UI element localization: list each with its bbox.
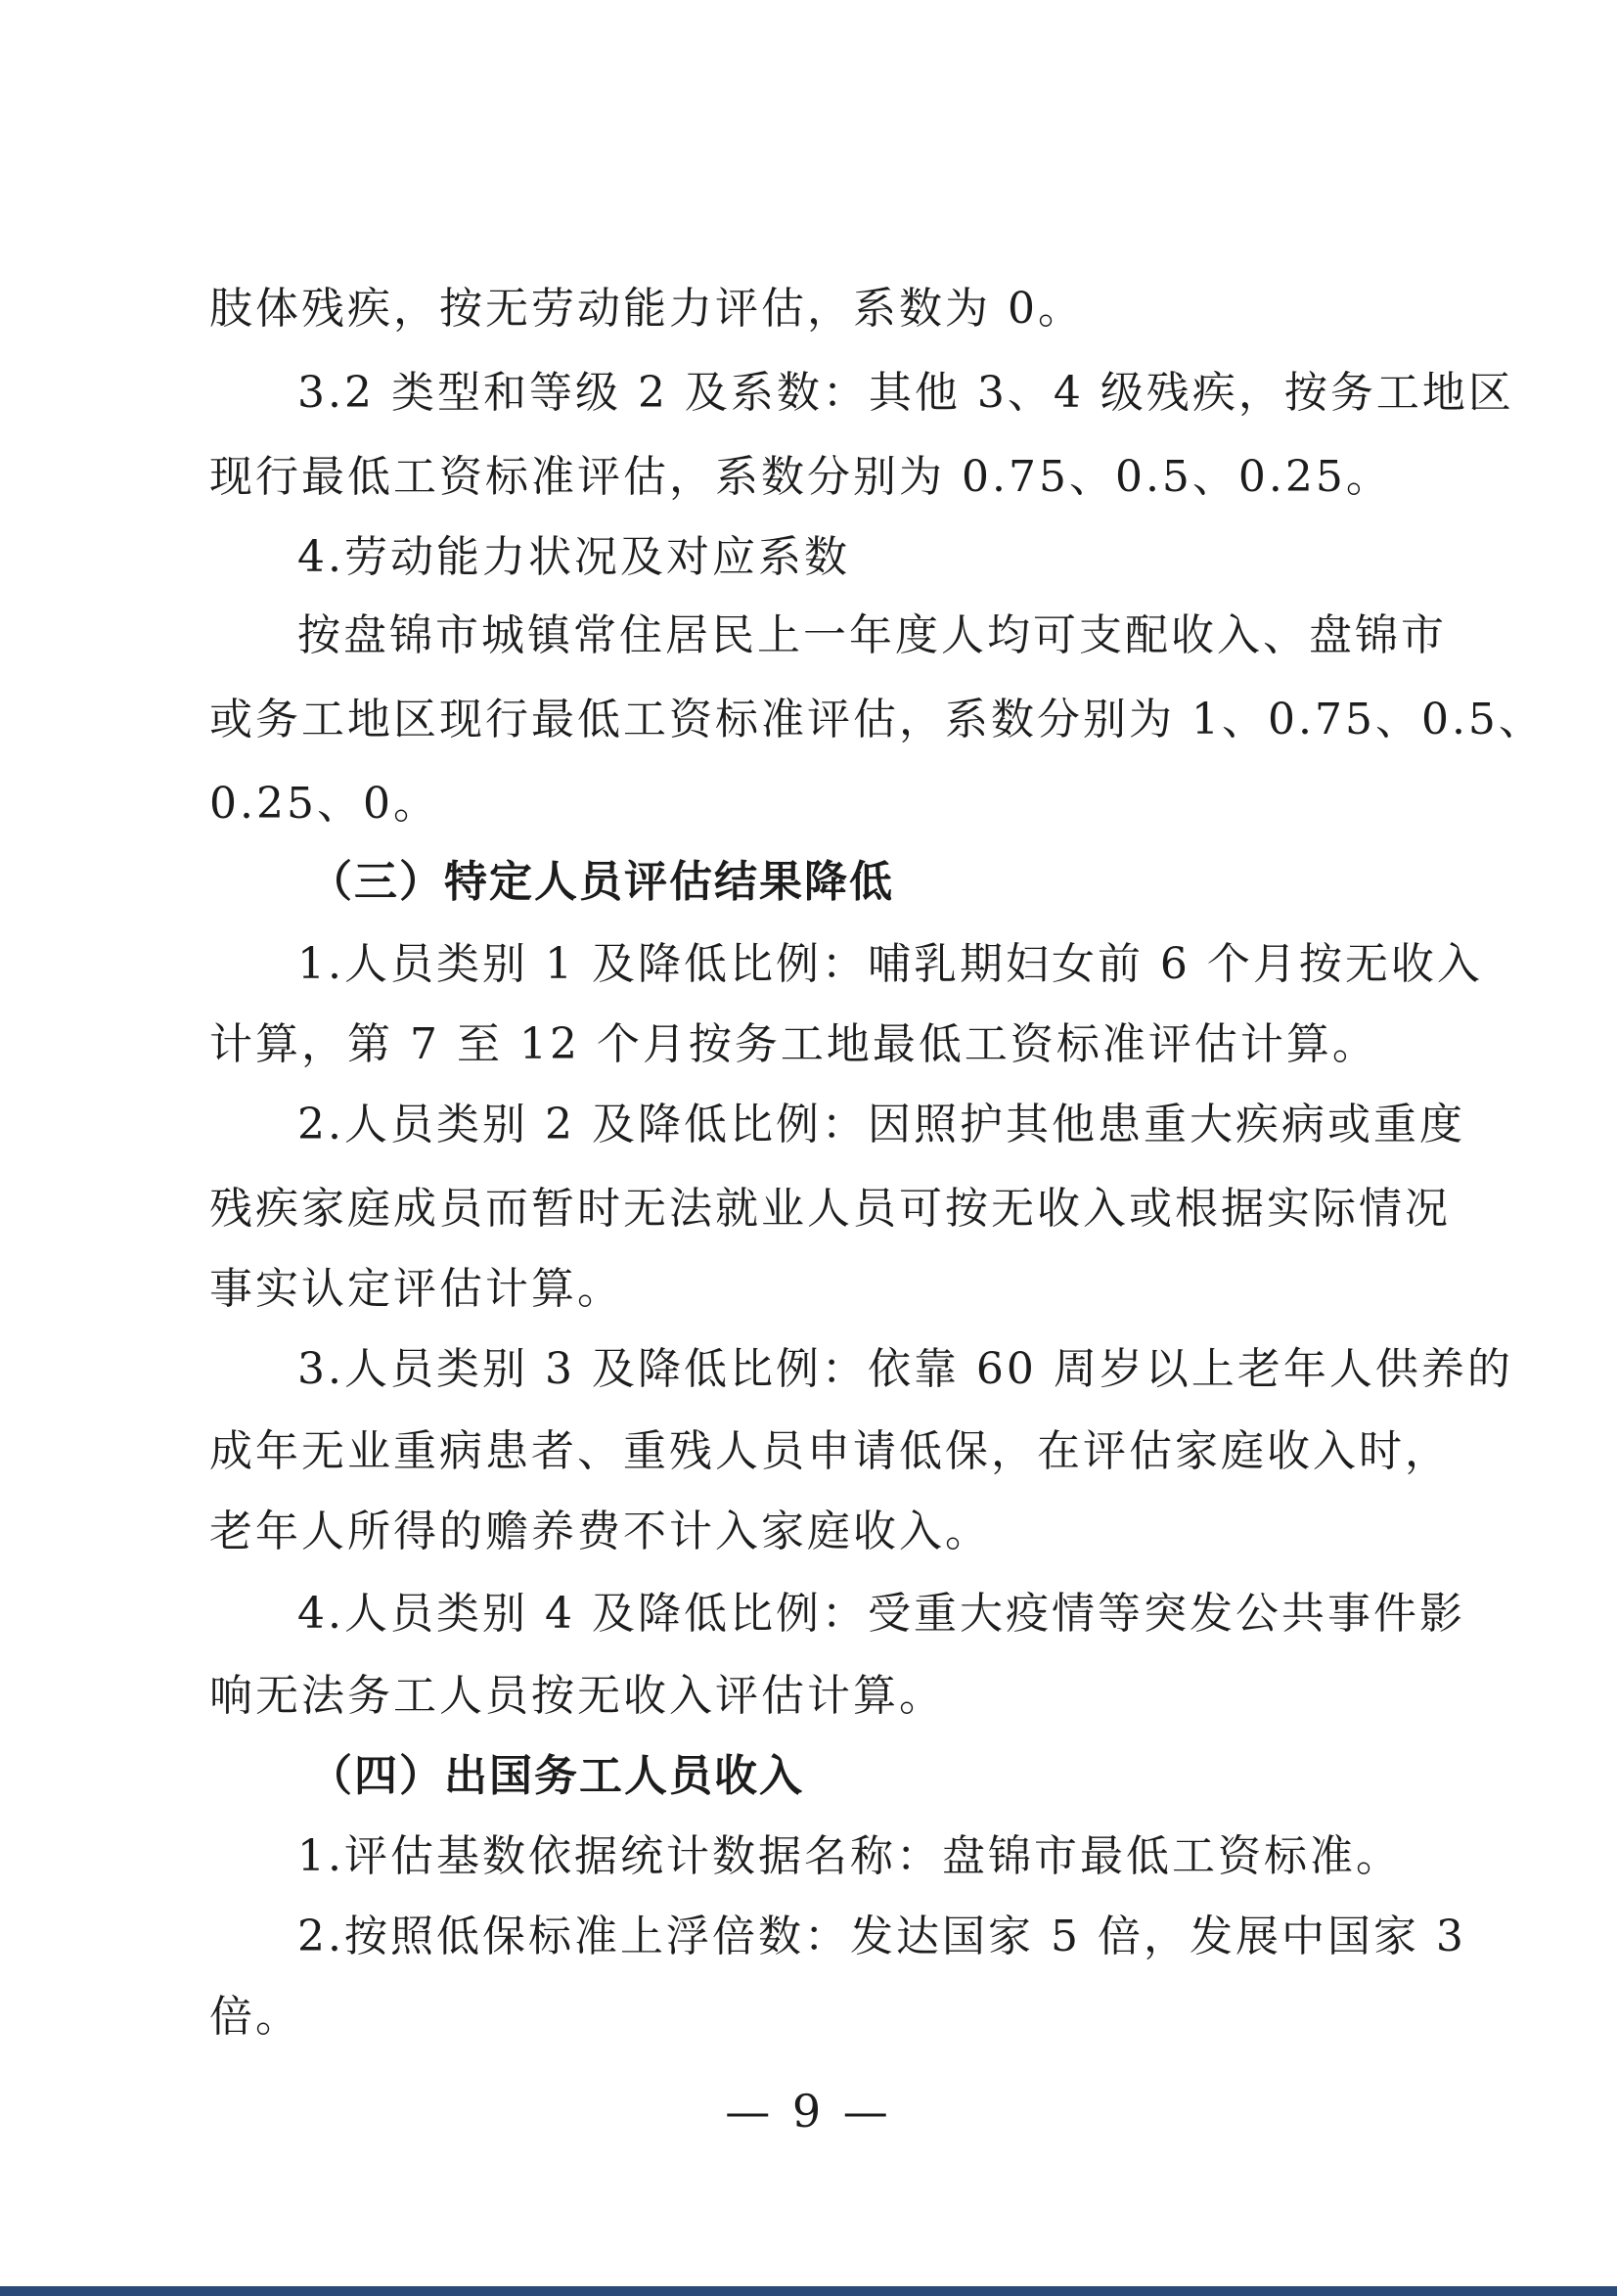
text-line-13: 事实认定评估计算。 bbox=[209, 1264, 623, 1314]
text-line-11: 2.人员类别 2 及降低比例：因照护其他患重大疾病或重度 bbox=[297, 1100, 1465, 1149]
bottom-edge-divider bbox=[0, 2286, 1617, 2296]
text-line-4: 4.劳动能力状况及对应系数 bbox=[297, 532, 850, 582]
text-line-2: 3.2 类型和等级 2 及系数：其他 3、4 级残疾，按务工地区 bbox=[297, 368, 1514, 418]
text-line-17: 4.人员类别 4 及降低比例：受重大疫情等突发公共事件影 bbox=[297, 1589, 1465, 1639]
text-line-20: 1.评估基数依据统计数据名称：盘锦市最低工资标准。 bbox=[297, 1831, 1402, 1881]
text-line-21: 2.按照低保标准上浮倍数：发达国家 5 倍，发展中国家 3 bbox=[297, 1912, 1466, 1961]
page-number: — 9 — bbox=[725, 2085, 892, 2138]
text-line-3: 现行最低工资标准评估，系数分别为 0.75、0.5、0.25。 bbox=[209, 452, 1392, 502]
text-line-15: 成年无业重病患者、重残人员申请低保，在评估家庭收入时， bbox=[209, 1426, 1451, 1476]
text-line-10: 计算，第 7 至 12 个月按务工地最低工资标准评估计算。 bbox=[209, 1019, 1378, 1069]
text-line-1: 肢体残疾，按无劳动能力评估，系数为 0。 bbox=[209, 284, 1084, 334]
text-line-22: 倍。 bbox=[209, 1992, 301, 2042]
text-line-9: 1.人员类别 1 及降低比例：哺乳期妇女前 6 个月按无收入 bbox=[297, 939, 1483, 989]
text-line-7: 0.25、0。 bbox=[209, 779, 439, 829]
text-line-12: 残疾家庭成员而暂时无法就业人员可按无收入或根据实际情况 bbox=[209, 1184, 1451, 1234]
text-line-18: 响无法务工人员按无收入评估计算。 bbox=[209, 1671, 945, 1721]
section-heading-3: （三）特定人员评估结果降低 bbox=[309, 857, 894, 907]
text-line-6: 或务工地区现行最低工资标准评估，系数分别为 1、0.75、0.5、 bbox=[209, 695, 1545, 744]
text-line-5: 按盘锦市城镇常住居民上一年度人均可支配收入、盘锦市 bbox=[297, 610, 1447, 660]
text-line-14: 3.人员类别 3 及降低比例：依靠 60 周岁以上老年人供养的 bbox=[297, 1344, 1513, 1394]
section-heading-4: （四）出国务工人员收入 bbox=[309, 1751, 804, 1801]
text-line-16: 老年人所得的赡养费不计入家庭收入。 bbox=[209, 1507, 991, 1556]
